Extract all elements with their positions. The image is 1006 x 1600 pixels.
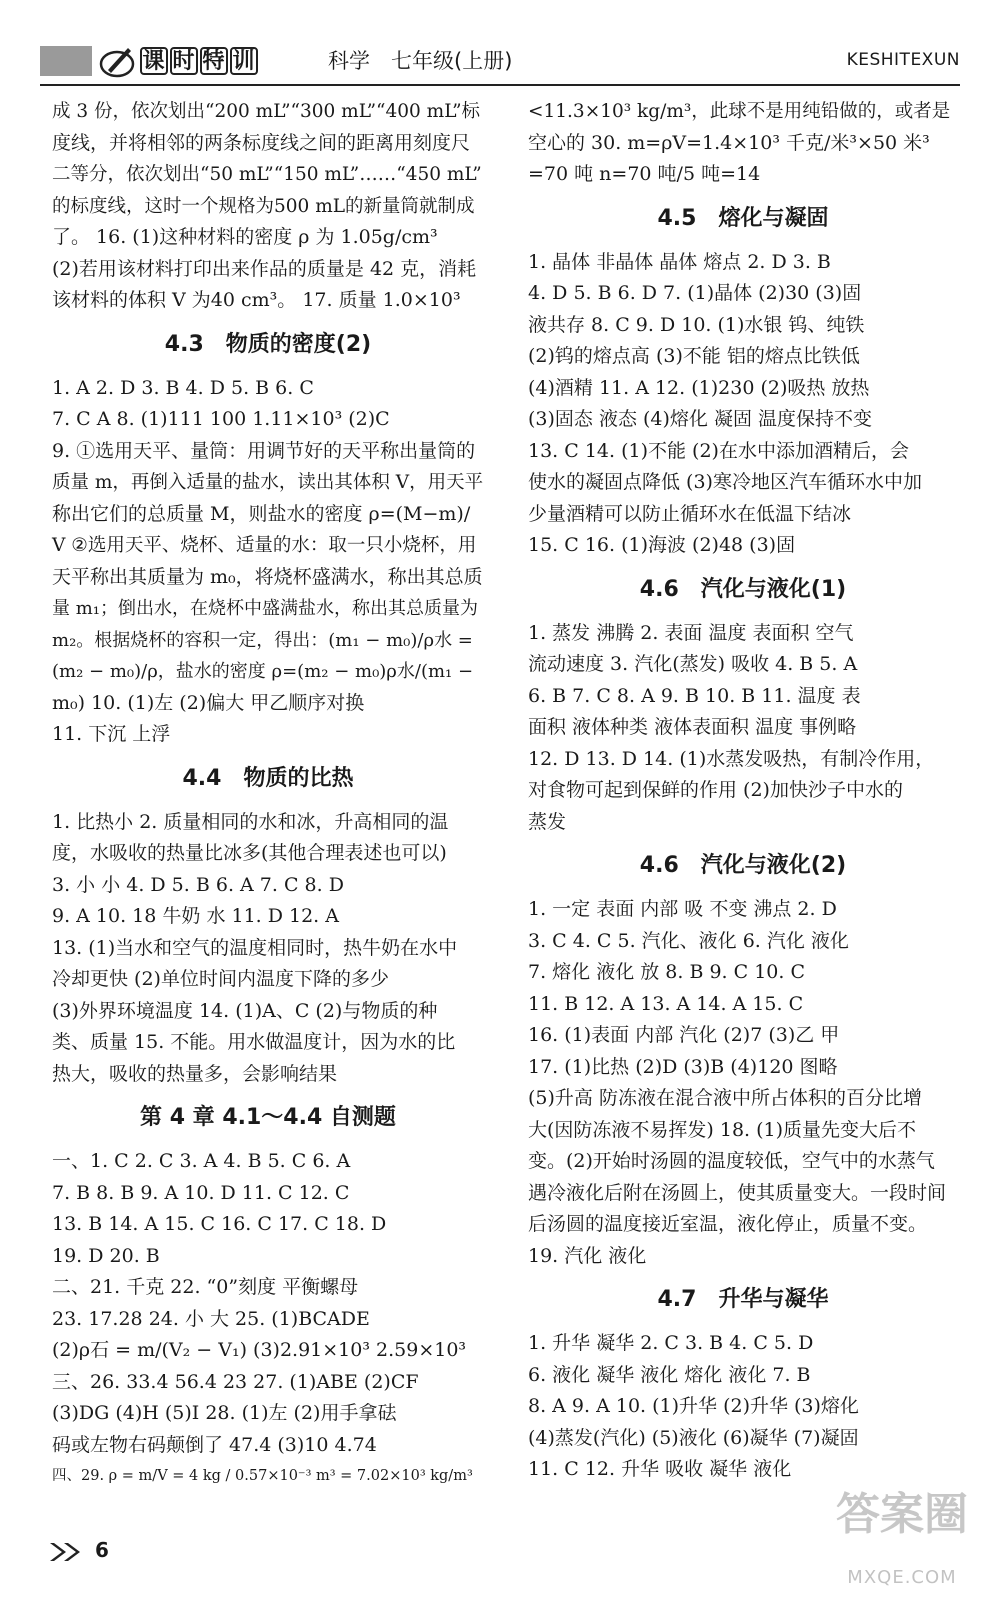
answer-line: (3)外界环境温度 14. (1)A、C (2)与物质的种 xyxy=(52,999,438,1022)
answer-line: V ②选用天平、烧杯、适量的水：取一只小烧杯，用 xyxy=(52,535,477,556)
answer-line: 冷却更快 (2)单位时间内温度下降的多少 xyxy=(52,968,389,990)
watermark-glyphs: 答案圈 xyxy=(836,1489,968,1540)
section-heading: 4.5 熔化与凝固 xyxy=(657,205,829,231)
answer-line: 11. 下沉 上浮 xyxy=(52,723,171,745)
answer-line: 1. 蒸发 沸腾 2. 表面 温度 表面积 空气 xyxy=(528,621,854,644)
answer-line: 16. (1)表面 内部 汽化 (2)7 (3)乙 甲 xyxy=(528,1024,840,1046)
header-grey-block xyxy=(40,46,92,76)
brand-title xyxy=(140,46,260,74)
answer-line: 该材料的体积 V 为40 cm³。 17. 质量 1.0×10³ xyxy=(52,289,461,311)
answer-line: 少量酒精可以防止循环水在低温下结冰 xyxy=(528,502,852,525)
pen-logo-icon xyxy=(98,42,136,80)
answer-line: 19. 汽化 液化 xyxy=(528,1244,647,1267)
section-heading: 4.3 物质的密度(2) xyxy=(164,331,372,357)
answer-line: 19. D 20. B xyxy=(52,1244,160,1267)
answer-line: 度线，并将相邻的两条标度线之间的距离用刻度尺 xyxy=(52,131,471,154)
answer-line: 对食物可起到保鲜的作用 (2)加快沙子中水的 xyxy=(528,779,903,801)
answer-line: 8. A 9. A 10. (1)升华 (2)升华 (3)熔化 xyxy=(528,1395,859,1417)
answer-line: 大(因防冻液不易挥发) 18. (1)质量先变大后不 xyxy=(528,1118,917,1141)
answer-line: 6. 液化 凝华 液化 熔化 液化 7. B xyxy=(528,1363,811,1386)
header-right-text: KESHITEXUN xyxy=(846,50,960,70)
double-chevron-icon xyxy=(48,1541,88,1563)
answer-line: m₂。根据烧杯的容积一定，得出：(m₁ − m₀)/ρ水 = xyxy=(52,629,473,651)
answer-line: 三、26. 33.4 56.4 23 27. (1)ABE (2)CF xyxy=(52,1370,419,1393)
answer-line: 13. B 14. A 15. C 16. C 17. C 18. D xyxy=(52,1213,387,1235)
brand-char: 特 xyxy=(200,47,228,75)
answer-line: 蒸发 xyxy=(528,810,567,833)
answer-line: 天平称出其质量为 m₀，将烧杯盛满水，称出其总质 xyxy=(52,565,483,588)
answer-line: 3. 小 小 4. D 5. B 6. A 7. C 8. D xyxy=(52,873,344,896)
answer-line: (2)若用该材料打印出来作品的质量是 42 克，消耗 xyxy=(52,257,477,280)
section-heading: 4.4 物质的比热 xyxy=(182,765,354,791)
answer-line: 成 3 份，依次划出“200 mL”“300 mL”“400 mL”标 xyxy=(52,101,481,122)
answer-line: 9. A 10. 18 牛奶 水 11. D 12. A xyxy=(52,905,339,927)
answer-line: 了。 16. (1)这种材料的密度 ρ 为 1.05g/cm³ xyxy=(52,226,438,248)
answer-line: 4. D 5. B 6. D 7. (1)晶体 (2)30 (3)固 xyxy=(528,282,862,304)
answer-line: 3. C 4. C 5. 汽化、液化 6. 汽化 液化 xyxy=(528,929,849,952)
answer-line: (2)ρ石 = m/(V₂ − V₁) (3)2.91×10³ 2.59×10³ xyxy=(52,1339,467,1361)
header-divider xyxy=(40,84,960,86)
answer-line: 使水的凝固点降低 (3)寒冷地区汽车循环水中加 xyxy=(528,471,922,493)
answer-line: 7. C A 8. (1)111 100 1.11×10³ (2)C xyxy=(52,408,390,430)
answer-line: 13. (1)当水和空气的温度相同时，热牛奶在水中 xyxy=(52,936,458,959)
answer-line: 量 m₁；倒出水，在烧杯中盛满盐水，称出其总质量为 xyxy=(52,598,479,619)
answer-line: 面积 液体种类 液体表面积 温度 事例略 xyxy=(528,716,857,738)
answer-line: 流动速度 3. 汽化(蒸发) 吸收 4. B 5. A xyxy=(528,653,858,675)
answer-line: 1. A 2. D 3. B 4. D 5. B 6. C xyxy=(52,376,314,399)
section-heading: 4.6 汽化与液化(2) xyxy=(639,853,847,878)
answer-line: 二等分，依次划出“50 mL”“150 mL”……“450 mL” xyxy=(52,164,482,185)
answer-line: (3)DG (4)H (5)I 28. (1)左 (2)用手拿砝 xyxy=(52,1402,397,1424)
answer-line: 17. (1)比热 (2)D (3)B (4)120 图略 xyxy=(528,1055,838,1078)
answer-line: 15. C 16. (1)海波 (2)48 (3)固 xyxy=(528,534,796,556)
section-heading: 4.7 升华与凝华 xyxy=(657,1287,829,1312)
page-header xyxy=(40,38,960,84)
section-heading: 4.6 汽化与液化(1) xyxy=(639,576,847,602)
page-number: 6 xyxy=(94,1538,109,1562)
answer-line: 后汤圆的温度接近室温，液化停止，质量不变。 xyxy=(528,1213,928,1235)
answer-line: 1. 比热小 2. 质量相同的水和冰，升高相同的温 xyxy=(52,810,449,833)
brand-char: 训 xyxy=(230,47,258,75)
answer-line: m₀) 10. (1)左 (2)偏大 甲乙顺序对换 xyxy=(52,691,365,714)
answer-line: 码或左物右码颠倒了 47.4 (3)10 4.74 xyxy=(52,1433,377,1456)
answer-line: 度，水吸收的热量比冰多(其他合理表述也可以) xyxy=(52,842,447,864)
answer-line: 7. B 8. B 9. A 10. D 11. C 12. C xyxy=(52,1181,350,1204)
answer-line: 变。(2)开始时汤圆的温度较低，空气中的水蒸气 xyxy=(528,1150,935,1172)
answer-line: (4)酒精 11. A 12. (1)230 (2)吸热 放热 xyxy=(528,376,870,399)
answer-line: =70 吨 n=70 吨/5 吨=14 xyxy=(528,163,761,185)
answer-line: <11.3×10³ kg/m³，此球不是用纯铅做的，或者是 xyxy=(528,101,951,122)
answer-line: 称出它们的总质量 M，则盐水的密度 ρ=(M−m)/ xyxy=(52,502,471,525)
answer-line: 热大，吸收的热量多，会影响结果 xyxy=(52,1062,338,1085)
answer-line: (2)钨的熔点高 (3)不能 铝的熔点比铁低 xyxy=(528,345,860,367)
answer-line: 液共存 8. C 9. D 10. (1)水银 钨、纯铁 xyxy=(528,313,865,336)
answer-line: 一、1. C 2. C 3. A 4. B 5. C 6. A xyxy=(52,1150,351,1172)
answer-line: (5)升高 防冻液在混合液中所占体积的百分比增 xyxy=(528,1087,922,1109)
answer-line: 6. B 7. C 8. A 9. B 10. B 11. 温度 表 xyxy=(528,684,861,707)
page-footer xyxy=(48,1538,109,1563)
answer-line: 遇冷液化后附在汤圆上，使其质量变大。一段时间 xyxy=(528,1181,947,1204)
answer-line: 1. 升华 凝华 2. C 3. B 4. C 5. D xyxy=(528,1332,814,1354)
answer-line: 的标度线，这时一个规格为500 mL的新量筒就制成 xyxy=(52,195,475,217)
answer-line: 四、29. ρ = m/V = 4 kg / 0.57×10⁻³ m³ = 7.02×10³ kg/m³ xyxy=(52,1468,473,1484)
answer-line: 12. D 13. D 14. (1)水蒸发吸热，有制冷作用， xyxy=(528,747,935,770)
answer-line: (m₂ − m₀)/ρ，盐水的密度 ρ=(m₂ − m₀)ρ水/(m₁ − xyxy=(52,661,474,682)
answer-line: 23. 17.28 24. 小 大 25. (1)BCADE xyxy=(52,1307,370,1330)
answer-line: 二、21. 千克 22. “0”刻度 平衡螺母 xyxy=(52,1276,359,1298)
answer-line: 1. 晶体 非晶体 晶体 熔点 2. D 3. B xyxy=(528,250,831,273)
watermark xyxy=(812,1468,992,1588)
section-heading: 第 4 章 4.1～4.4 自测题 xyxy=(140,1105,396,1130)
answer-line: 质量 m，再倒入适量的盐水，读出其体积 V，用天平 xyxy=(52,472,484,493)
answer-line: 空心的 30. m=ρV=1.4×10³ 千克/米³×50 米³ xyxy=(528,131,930,154)
answer-line: 7. 熔化 液化 放 8. B 9. C 10. C xyxy=(528,961,805,983)
brand-char: 课 xyxy=(140,47,168,75)
subject-grade: 科学 七年级(上册) xyxy=(328,49,513,73)
answer-line: 11. C 12. 升华 吸收 凝华 液化 xyxy=(528,1458,792,1480)
answer-line: 9. ①选用天平、量筒：用调节好的天平称出量筒的 xyxy=(52,439,476,462)
left-column xyxy=(52,96,484,1493)
brand-char: 时 xyxy=(170,47,198,75)
answer-line: (3)固态 液态 (4)熔化 凝固 温度保持不变 xyxy=(528,408,872,430)
answer-line: 11. B 12. A 13. A 14. A 15. C xyxy=(528,992,804,1015)
watermark-url: MXQE.COM xyxy=(847,1567,957,1588)
right-column xyxy=(528,96,958,1486)
answer-line: 13. C 14. (1)不能 (2)在水中添加酒精后，会 xyxy=(528,439,909,462)
answer-line: 1. 一定 表面 内部 吸 不变 沸点 2. D xyxy=(528,898,837,920)
answer-line: 类、质量 15. 不能。用水做温度计，因为水的比 xyxy=(52,1031,456,1053)
answer-line: (4)蒸发(汽化) (5)液化 (6)凝华 (7)凝固 xyxy=(528,1426,859,1449)
